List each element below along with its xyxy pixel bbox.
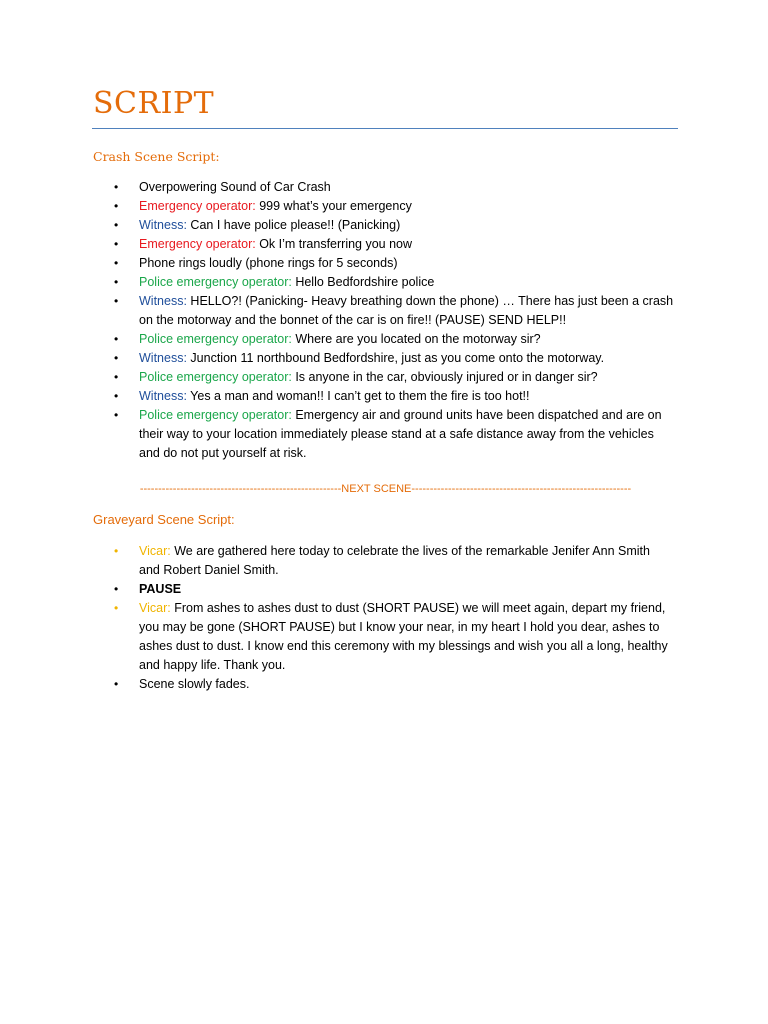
line-text: Hello Bedfordshire police: [291, 275, 435, 289]
script-line: [114, 273, 674, 292]
line-text: Scene slowly fades.: [139, 677, 250, 691]
speaker-label: Witness:: [139, 351, 187, 365]
script-line: [114, 349, 674, 368]
line-text: Ok I’m transferring you now: [255, 237, 413, 251]
script-line: [114, 599, 674, 675]
script-line: [114, 216, 674, 235]
graveyard-scene-list: [114, 542, 674, 694]
next-scene-divider: -------------------------------------------------------NEXT SCENE------------------------------------------------------------: [139, 483, 632, 495]
speaker-label: Witness:: [139, 294, 187, 308]
crash-scene-heading: Crash Scene Script:: [93, 149, 220, 164]
line-text: Can I have police please!! (Panicking): [186, 218, 401, 232]
line-text: Junction 11 northbound Bedfordshire, just as you come onto the motorway.: [186, 351, 605, 365]
speaker-label: Witness:: [139, 218, 187, 232]
bullet-icon: •: [114, 389, 119, 403]
line-text: Overpowering Sound of Car Crash: [139, 180, 331, 194]
speaker-label: Police emergency operator:: [139, 408, 292, 422]
script-line: [114, 330, 674, 349]
line-text: We are gathered here today to celebrate the lives of the remarkable Jenifer Ann Smith and Robert Daniel Smith.: [139, 544, 650, 577]
speaker-label: Witness:: [139, 389, 187, 403]
title-underline: [92, 128, 678, 129]
speaker-label: Emergency operator:: [139, 199, 256, 213]
script-line: [114, 254, 674, 273]
line-text: From ashes to ashes dust to dust (SHORT PAUSE) we will meet again, depart my friend, you may be gone (SHORT PAUSE) but I know your near, in my heart I hold you dear, ashes to ashes dust to dust. I know end this ceremony with my blessings and wish you all a long, healthy and happy life. Thank you.: [139, 601, 668, 672]
bullet-icon: •: [114, 218, 119, 232]
bullet-icon: •: [114, 256, 119, 270]
bullet-icon: •: [114, 677, 119, 691]
script-line: [114, 235, 674, 254]
page-title: SCRIPT: [93, 86, 215, 121]
bullet-icon: •: [114, 351, 119, 365]
line-text: 999 what’s your emergency: [255, 199, 412, 213]
script-line: [114, 406, 674, 463]
crash-scene-list: [114, 178, 674, 463]
speaker-label: Vicar:: [139, 544, 171, 558]
bullet-icon: •: [114, 601, 119, 615]
bullet-icon: •: [114, 180, 119, 194]
bullet-icon: •: [114, 294, 119, 308]
bullet-icon: •: [114, 544, 119, 558]
script-line: [114, 387, 674, 406]
script-line: [114, 292, 674, 330]
bullet-icon: •: [114, 582, 119, 596]
bullet-icon: •: [114, 199, 119, 213]
bullet-icon: •: [114, 237, 119, 251]
speaker-label: Police emergency operator:: [139, 370, 292, 384]
line-text: Phone rings loudly (phone rings for 5 seconds): [139, 256, 398, 270]
bullet-icon: •: [114, 408, 119, 422]
speaker-label: Vicar:: [139, 601, 171, 615]
bullet-icon: •: [114, 332, 119, 346]
speaker-label: Police emergency operator:: [139, 332, 292, 346]
script-line: [114, 197, 674, 216]
bullet-icon: •: [114, 370, 119, 384]
bullet-icon: •: [114, 275, 119, 289]
line-text: Where are you located on the motorway sir?: [291, 332, 541, 346]
speaker-label: Police emergency operator:: [139, 275, 292, 289]
speaker-label: Emergency operator:: [139, 237, 256, 251]
line-text: Is anyone in the car, obviously injured or in danger sir?: [291, 370, 598, 384]
script-line: [114, 368, 674, 387]
script-line: [114, 542, 674, 580]
script-line: [114, 178, 674, 197]
graveyard-scene-heading: Graveyard Scene Script:: [93, 512, 235, 527]
line-text: PAUSE: [139, 582, 182, 596]
script-line: [114, 675, 674, 694]
line-text: HELLO?! (Panicking- Heavy breathing down the phone) … There has just been a crash on the motorway and the bonnet of the car is on fire!! (PAUSE) SEND HELP!!: [139, 294, 674, 327]
line-text: Yes a man and woman!! I can’t get to them the fire is too hot!!: [186, 389, 530, 403]
script-line: [114, 580, 674, 599]
line-text: Emergency air and ground units have been dispatched and are on their way to your location immediately please stand at a safe distance away from the vehicles and do not put yourself at risk.: [139, 408, 662, 460]
